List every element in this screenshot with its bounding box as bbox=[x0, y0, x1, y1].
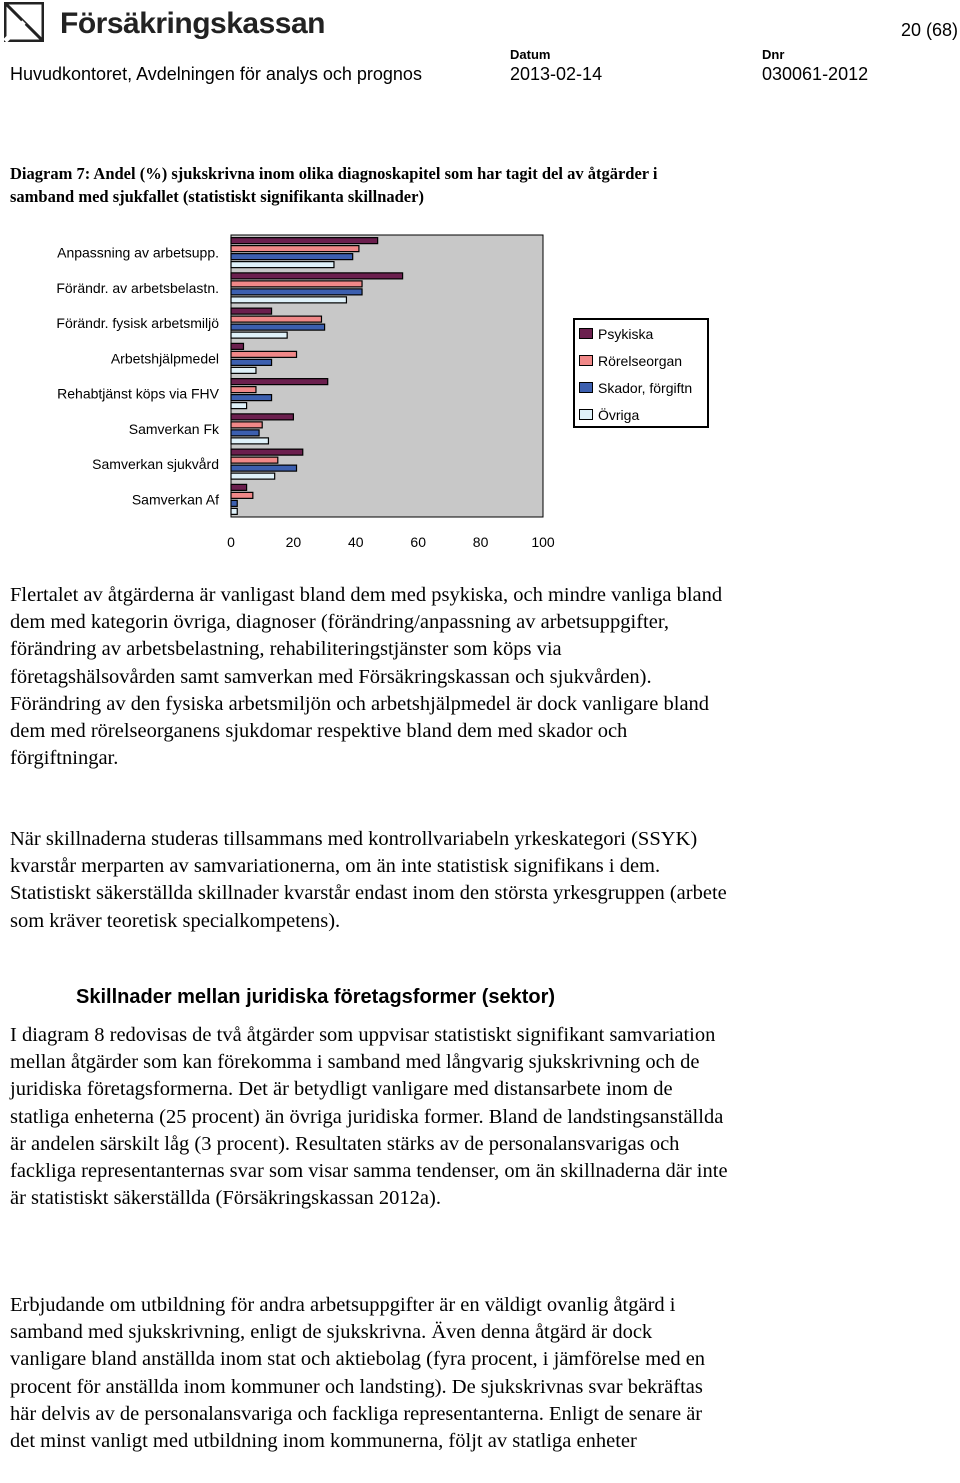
bar-6-1 bbox=[231, 414, 293, 420]
bar-2-3 bbox=[231, 289, 362, 295]
bar-2-1 bbox=[231, 273, 403, 279]
bar-1-4 bbox=[231, 262, 334, 268]
bar-3-3 bbox=[231, 324, 325, 330]
bar-8-2 bbox=[231, 492, 253, 498]
page-number: 20 (68) bbox=[900, 20, 958, 40]
bar-8-4 bbox=[231, 508, 237, 514]
paragraph-4: Erbjudande om utbildning för andra arbetsuppgifter är en väldigt ovanlig åtgärd i samband med sjukskrivning, enligt de sjukskrivna. Även denna åtgärd är dock vanligare bland anställda inom stat och aktiebolag (fyra procent, i jämförelse med en procent för anställda inom kommuner och landsting). De sjukskrivnas svar bekräftas här delvis av de personalansvariga och fackliga representanterna. Enligt de senare är det minst vanligt med utbildning inom kommunerna, följt av statliga enheter bbox=[10, 1294, 706, 1453]
paragraph-3: I diagram 8 redovisas de två åtgärder som uppvisar statistiskt signifikant samvariation mellan åtgärder som kan förekomma i samband med långvarig sjukskrivning och de juridiska företagsformerna. Det är betydligt vanligare med distansarbete inom de statliga enheterna (25 procent) än övriga juridiska former. Bland de landstingsanställda är andelen särskilt låg (3 procent). Resultaten stärks av de personalansvarigas och fackliga representanternas svar som visar samma tendenser, om än skillnaderna där inte är statistiskt säkerställda (Försäkringskassan 2012a). bbox=[10, 1024, 728, 1210]
bar-6-4 bbox=[231, 438, 268, 444]
bar-7-2 bbox=[231, 457, 278, 463]
bar-2-2 bbox=[231, 281, 362, 287]
category-label-1: Anpassning av arbetsupp. bbox=[57, 244, 219, 261]
category-label-3: Förändr. fysisk arbetsmiljö bbox=[56, 315, 219, 332]
bar-5-4 bbox=[231, 403, 247, 409]
logo-text: Försäkringskassan bbox=[60, 7, 325, 40]
bar-1-2 bbox=[231, 246, 359, 252]
dnr-label: Dnr bbox=[762, 47, 785, 62]
bar-2-4 bbox=[231, 297, 346, 303]
bar-1-3 bbox=[231, 254, 353, 260]
legend-label-4: Övriga bbox=[598, 406, 640, 423]
bar-6-2 bbox=[231, 422, 262, 428]
bar-5-2 bbox=[231, 387, 256, 393]
bar-5-1 bbox=[231, 379, 328, 385]
bar-4-3 bbox=[231, 359, 272, 365]
date-value: 2013-02-14 bbox=[510, 64, 603, 84]
bar-7-3 bbox=[231, 465, 297, 471]
x-tick-label-5: 80 bbox=[472, 534, 489, 550]
bar-3-2 bbox=[231, 316, 321, 322]
legend-label-1: Psykiska bbox=[598, 325, 654, 342]
paragraph-2: När skillnaderna studeras tillsammans med kontrollvariabeln yrkeskategori (SSYK) kvarstår merparten av samvariationerna, om än inte statistisk signifikans i dem. Statistiskt säkerställda skillnader kvarstår endast inom den största yrkesgruppen (arbete som kräver teoretisk specialkompetens). bbox=[10, 828, 727, 932]
bar-3-4 bbox=[231, 332, 287, 338]
x-tick-label-3: 40 bbox=[348, 534, 364, 550]
legend-swatch-4 bbox=[579, 409, 593, 420]
x-tick-label-1: 0 bbox=[227, 534, 235, 550]
department: Huvudkontoret, Avdelningen för analys och prognos bbox=[10, 64, 422, 84]
diagram-caption: Diagram 7: Andel (%) sjukskrivna inom olika diagnoskapitel som har tagit del av åtgärder i samband med sjukfallet (statistiskt signifikanta skillnader) bbox=[10, 164, 658, 206]
legend-item-4 bbox=[575, 401, 707, 428]
legend-swatch-1 bbox=[579, 328, 593, 339]
logo-mark-icon bbox=[4, 2, 44, 42]
category-label-5: Rehabtjänst köps via FHV bbox=[57, 385, 219, 402]
bar-7-1 bbox=[231, 449, 303, 455]
x-tick-label-4: 60 bbox=[410, 534, 426, 550]
logo bbox=[4, 2, 325, 42]
category-label-6: Samverkan Fk bbox=[128, 420, 219, 437]
legend-swatch-2 bbox=[579, 355, 593, 366]
bar-4-4 bbox=[231, 367, 256, 373]
section-title: Skillnader mellan juridiska företagsformer (sektor) bbox=[76, 986, 556, 1008]
x-tick-label-2: 20 bbox=[285, 534, 302, 550]
legend-item-1 bbox=[575, 320, 707, 347]
bar-7-4 bbox=[231, 473, 275, 479]
x-tick-label-6: 100 bbox=[531, 534, 555, 550]
bar-6-3 bbox=[231, 430, 259, 436]
bar-8-3 bbox=[231, 500, 237, 506]
category-label-4: Arbetshjälpmedel bbox=[110, 350, 219, 367]
bar-4-2 bbox=[231, 351, 297, 357]
legend-item-2 bbox=[575, 347, 707, 374]
legend-item-3 bbox=[575, 374, 707, 401]
bar-3-1 bbox=[231, 308, 272, 314]
bar-chart bbox=[0, 225, 560, 565]
paragraph-1: Flertalet av åtgärderna är vanligast bland dem med psykiska, och mindre vanliga bland dem med kategorin övriga, diagnoser (förändring/anpassning av arbetsuppgifter, förändring av arbetsbelastning, rehabiliteringstjänster som köps via företagshälsovården samt samverkan med Försäkringskassan och sjukvården). Förändring av den fysiska arbetsmiljön och arbetshjälpmedel är dock vanligare bland dem med rörelseorganens sjukdomar respektive bland dem med skador och förgiftningar. bbox=[10, 584, 723, 770]
dnr-value: 030061-2012 bbox=[762, 64, 869, 84]
bar-1-1 bbox=[231, 238, 378, 244]
bar-8-1 bbox=[231, 484, 247, 490]
legend-swatch-3 bbox=[579, 382, 593, 393]
category-label-7: Samverkan sjukvård bbox=[92, 456, 219, 473]
legend-label-2: Rörelseorgan bbox=[598, 352, 683, 369]
bar-5-3 bbox=[231, 395, 272, 401]
date-label: Datum bbox=[510, 47, 551, 62]
chart-legend bbox=[573, 318, 709, 428]
legend-label-3: Skador, förgiftn bbox=[598, 379, 693, 396]
bar-4-1 bbox=[231, 343, 243, 349]
category-label-2: Förändr. av arbetsbelastn. bbox=[56, 279, 219, 296]
category-label-8: Samverkan Af bbox=[131, 491, 219, 508]
